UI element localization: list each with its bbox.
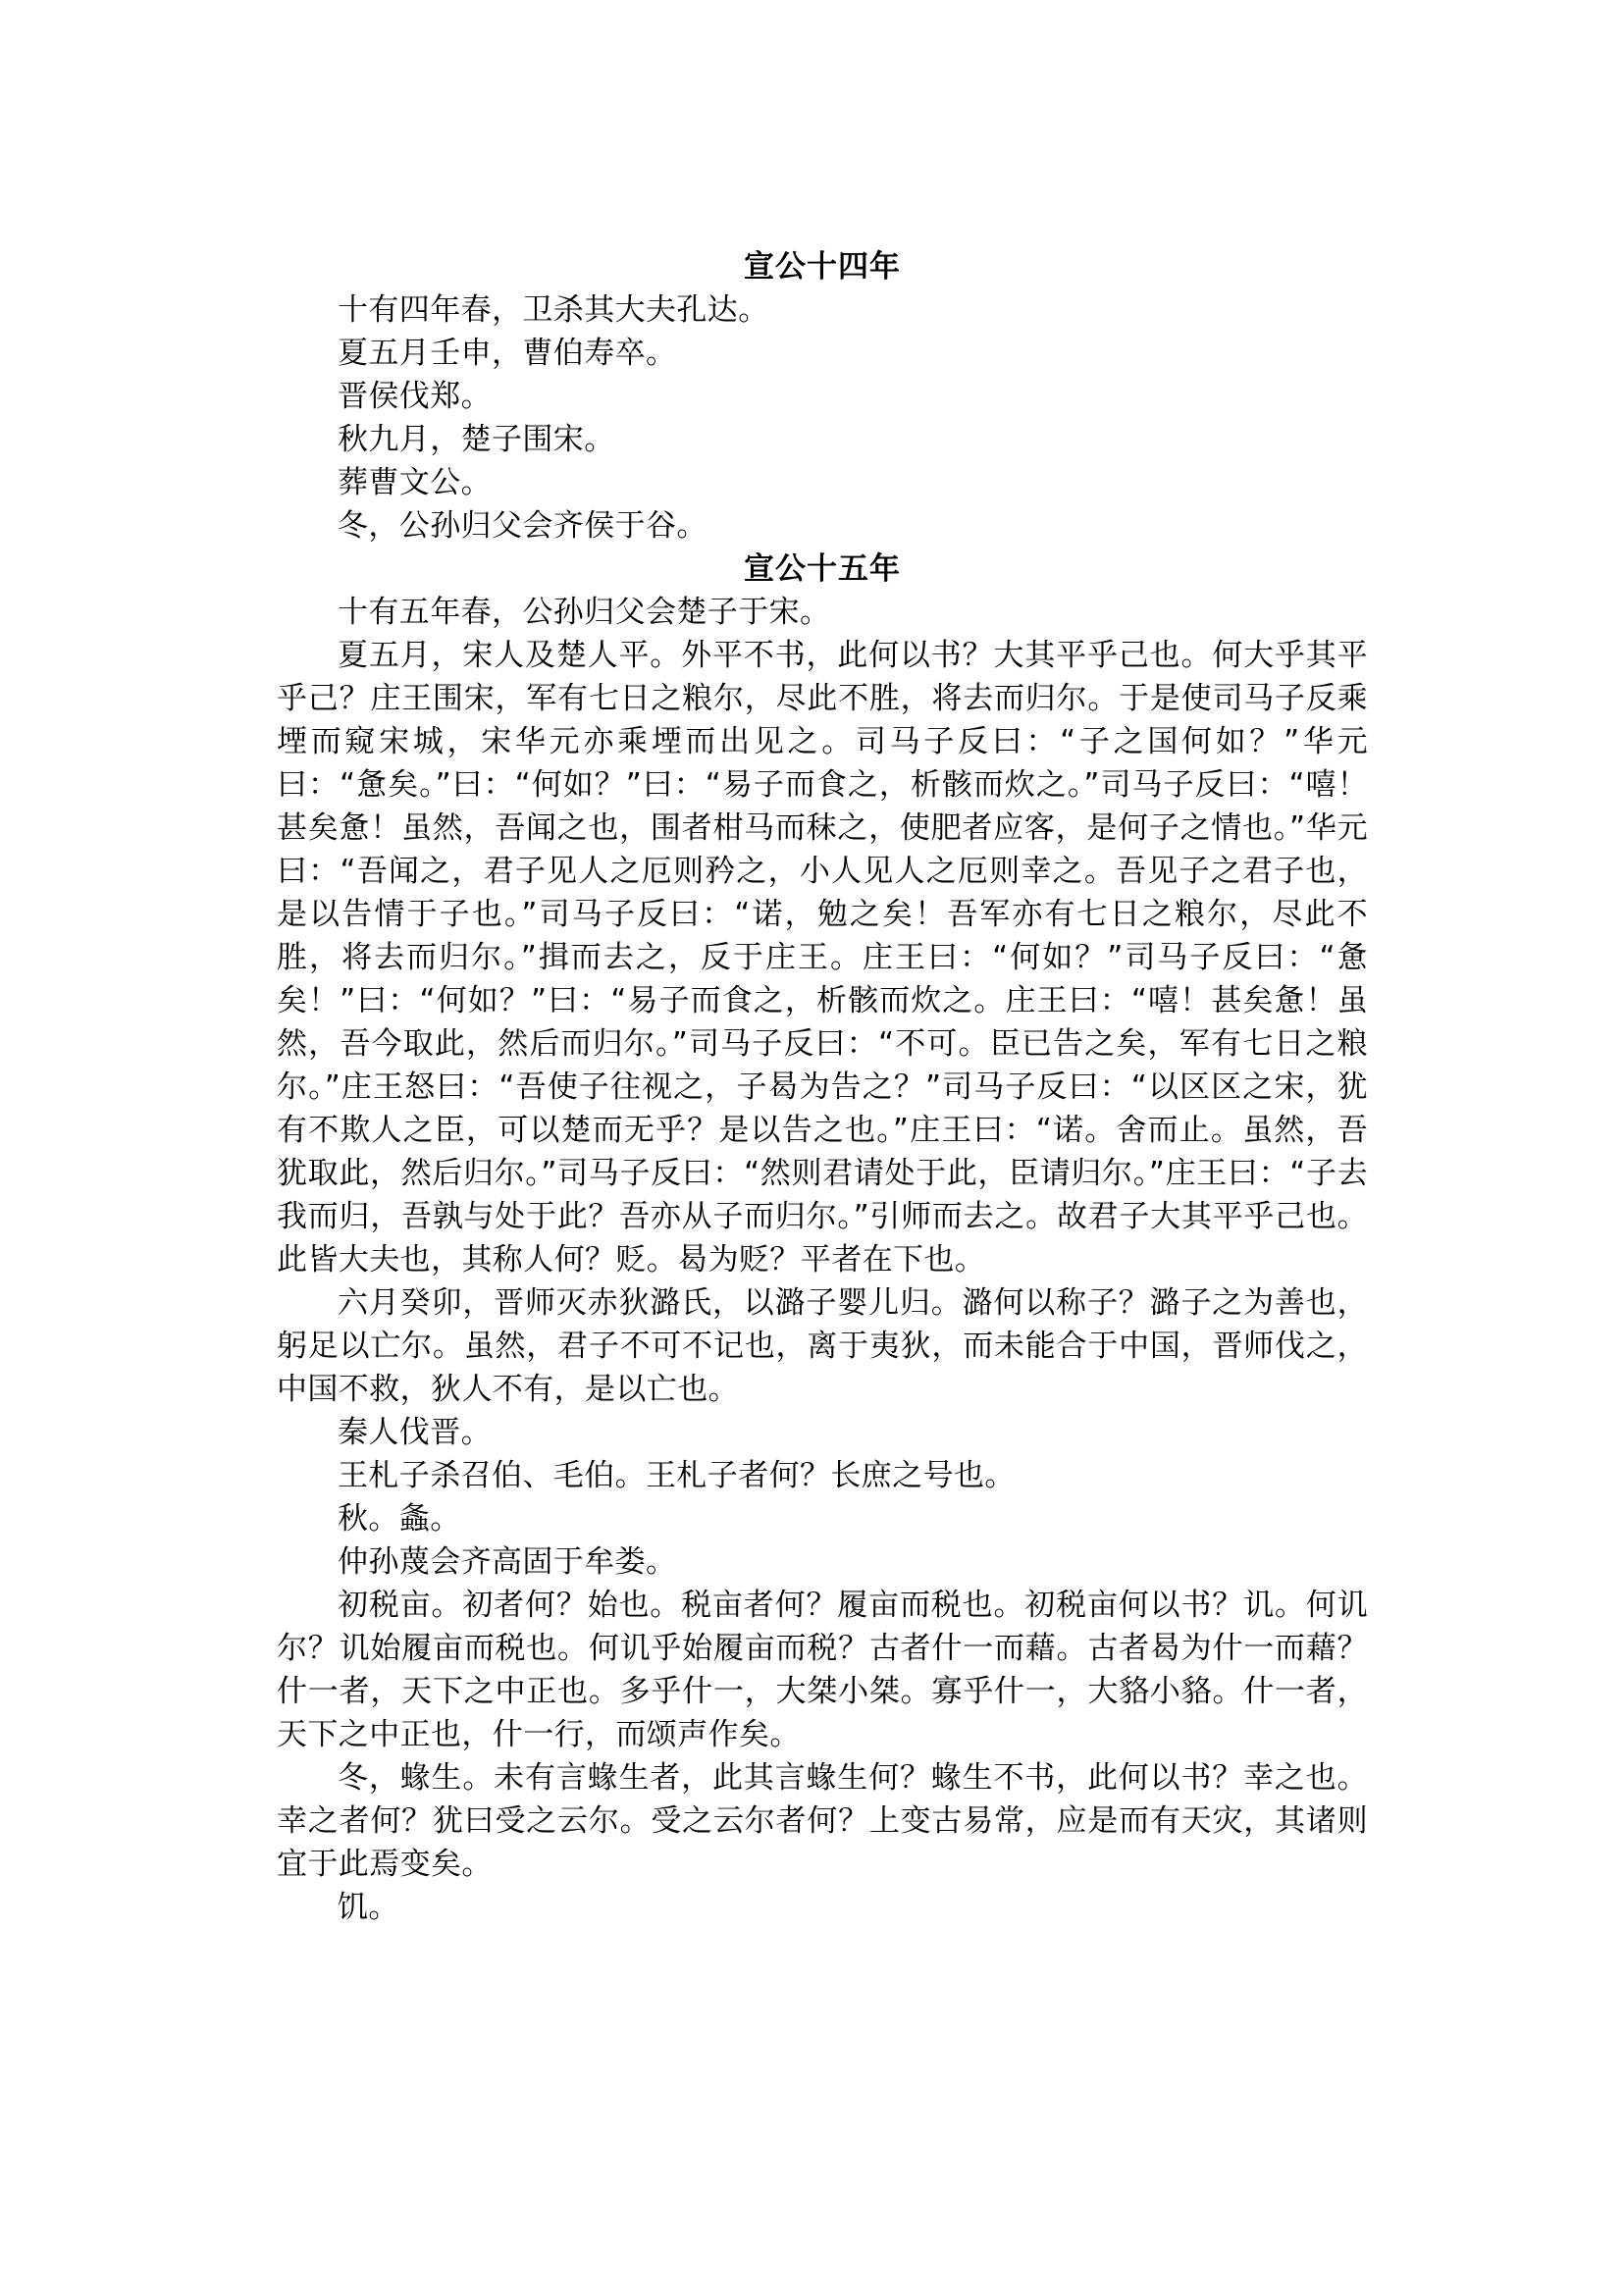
- section-title-xuangong-15: 宣公十五年: [744, 551, 901, 587]
- entry-paragraph: 十有四年春，卫杀其大夫孔达。: [338, 292, 769, 328]
- entry-paragraph: 晋侯伐郑。: [338, 379, 492, 414]
- entry-paragraph: 仲孙蔑会齐高固于牟娄。: [338, 1544, 677, 1580]
- entry-paragraph: 夏五月壬申，曹伯寿卒。: [338, 336, 677, 371]
- entry-paragraph: 秋九月，楚子围宋。: [338, 422, 615, 457]
- entry-paragraph: 冬，蝝生。未有言蝝生者，此其言蝝生何？蝝生不书，此何以书？幸之也。幸之者何？犹曰受之云尔。受之云尔者何？上变古易常，应是而有天灾，其诸则宜于此焉变矣。: [277, 1760, 1368, 1882]
- entry-paragraph: 葬曹文公。: [338, 465, 492, 500]
- entry-paragraph: 饥。: [338, 1890, 399, 1925]
- entry-paragraph: 夏五月，宋人及楚人平。外平不书，此何以书？大其平乎己也。何大乎其平乎己？庄王围宋，军有七日之粮尔，尽此不胜，将去而归尔。于是使司马子反乘堙而窥宋城，宋华元亦乘堙而出见之。司马子反曰：“子之国何如？”华元曰：“惫矣。”曰：“何如？”曰：“易子而食之，析骸而炊之。”司马子反曰：“嘻！甚矣惫！虽然，吾闻之也，围者柑马而秣之，使肥者应客，是何子之情也。”华元曰：“吾闻之，君子见人之厄则矜之，小人见人之厄则幸之。吾见子之君子也，是以告情于子也。”司马子反曰：“诺，勉之矣！吾军亦有七日之粮尔，尽此不胜，将去而归尔。”揖而去之，反于庄王。庄王曰：“何如？”司马子反曰：“惫矣！”曰：“何如？”曰：“易子而食之，析骸而炊之。庄王曰：“嘻！甚矣惫！虽然，吾今取此，然后而归尔。”司马子反曰：“不可。臣已告之矣，军有七日之粮尔。”庄王怒曰：“吾使子往视之，子曷为告之？”司马子反曰：“以区区之宋，犹有不欺人之臣，可以楚而无乎？是以告之也。”庄王曰：“诺。舍而止。虽然，吾犹取此，然后归尔。”司马子反曰：“然则君请处于此，臣请归尔。”庄王曰：“子去我而归，吾孰与处于此？吾亦从子而归尔。”引师而去之。故君子大其平乎己也。此皆大夫也，其称人何？贬。曷为贬？平者在下也。: [277, 638, 1368, 1277]
- entry-paragraph: 六月癸卯，晋师灭赤狄潞氏，以潞子婴儿归。潞何以称子？潞子之为善也，躬足以亡尔。虽然，君子不可不记也，离于夷狄，而未能合于中国，晋师伐之，中国不救，狄人不有，是以亡也。: [277, 1285, 1368, 1407]
- section-title-xuangong-14: 宣公十四年: [744, 249, 901, 285]
- document-body: [277, 245, 1368, 1929]
- entry-paragraph: 王札子杀召伯、毛伯。王札子者何？长庶之号也。: [338, 1458, 1016, 1493]
- entry-paragraph: 冬，公孙归父会齐侯于谷。: [338, 508, 707, 544]
- entry-paragraph: 秦人伐晋。: [338, 1415, 492, 1450]
- entry-paragraph: 十有五年春，公孙归父会楚子于宋。: [338, 595, 831, 630]
- entry-paragraph: 秋。螽。: [338, 1501, 461, 1537]
- entry-paragraph: 初税亩。初者何？始也。税亩者何？履亩而税也。初税亩何以书？讥。何讥尔？讥始履亩而税也。何讥乎始履亩而税？古者什一而藉。古者曷为什一而藉？什一者，天下之中正也。多乎什一，大桀小桀。寡乎什一，大貉小貉。什一者，天下之中正也，什一行，而颂声作矣。: [277, 1588, 1368, 1752]
